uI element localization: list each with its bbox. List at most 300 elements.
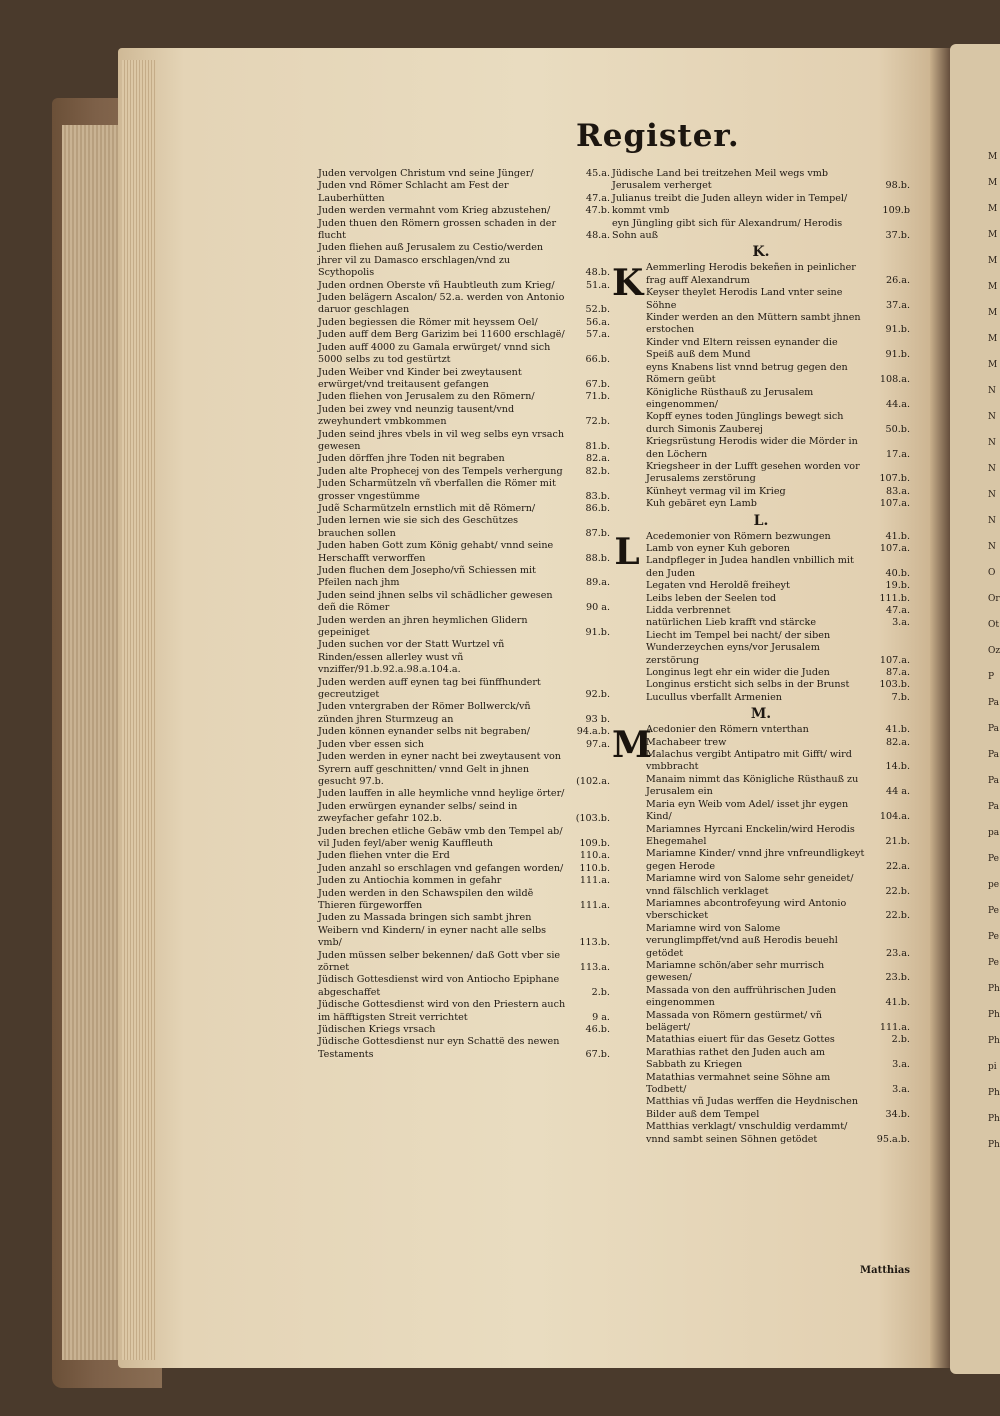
entry-reference: 91.b. xyxy=(885,349,910,361)
entry-reference: 90 a. xyxy=(585,602,610,614)
index-entry xyxy=(318,205,610,217)
index-entry xyxy=(646,1047,910,1072)
entry-text: Massada von Römern gestürmet/ vñ belägert/ xyxy=(646,1009,822,1033)
index-entry xyxy=(318,888,610,913)
entry-text: eyn Jüngling gibt sich für Alexandrum/ Herodis Sohn auß xyxy=(612,217,843,242)
section-heading-l: L. xyxy=(753,512,769,529)
entry-reference: 97.a. xyxy=(585,738,610,750)
index-entry xyxy=(646,498,910,510)
facing-letter: M xyxy=(988,256,998,266)
facing-letter: M xyxy=(988,360,998,370)
index-entry xyxy=(646,848,910,873)
entry-text: Jüdische Gottesdienst nur eyn Schattë des newen Testaments xyxy=(318,1036,560,1060)
index-entry xyxy=(318,701,610,726)
entry-text: Juden fliehen vnter die Erd xyxy=(318,850,450,862)
entry-reference: 56.a. xyxy=(585,316,610,328)
index-entry xyxy=(318,292,610,317)
facing-letter: M xyxy=(988,230,998,240)
entry-reference: 107.b. xyxy=(879,473,910,485)
entry-reference: 109.b. xyxy=(579,837,610,849)
index-entry xyxy=(646,362,910,387)
index-entry xyxy=(646,667,910,679)
entry-reference: 37.a. xyxy=(885,299,910,311)
entry-text: Landpfleger in Judea handlen vnbillich mit den Juden xyxy=(646,555,854,579)
facing-letter: N xyxy=(988,542,996,552)
entry-text: Juden Scharmützeln vñ vberfallen die Römer mit grosser vngestümme xyxy=(318,478,556,502)
catchword: Matthias xyxy=(860,1265,910,1276)
entry-reference: 48.b. xyxy=(585,267,610,279)
entry-reference: 21.b. xyxy=(885,835,910,847)
drop-cap-k: K xyxy=(612,262,644,305)
left-column xyxy=(318,168,610,1061)
entry-text: Juden vnd Römer Schlacht am Fest der Lauberhütten xyxy=(318,180,509,204)
entry-reference: 86.b. xyxy=(585,502,610,514)
index-entry xyxy=(318,429,610,454)
index-entry xyxy=(318,739,610,751)
entry-reference: 83.a. xyxy=(885,485,910,497)
entry-reference: 41.b. xyxy=(885,724,910,736)
facing-letter: P xyxy=(988,672,995,682)
index-entry xyxy=(646,898,910,923)
facing-letter: pa xyxy=(988,828,1000,838)
index-entry xyxy=(646,923,910,960)
entry-reference: 46.b. xyxy=(585,1024,610,1036)
entry-reference: 94.a.b. xyxy=(576,726,610,738)
entry-text: Juden werden in eyner nacht bei zweytausent von Syrern auff geschnitten/ vnnd Gelt in jhnen gesucht 97.b. xyxy=(318,751,561,787)
entry-reference: 107.a. xyxy=(879,654,910,666)
index-entry xyxy=(318,863,610,875)
entry-reference: 22.a. xyxy=(885,860,910,872)
entry-text: Mariamne schön/aber sehr murrisch gewesen/ xyxy=(646,959,825,984)
index-entry xyxy=(318,466,610,478)
entry-text: Juden thuen den Römern grossen schaden in der flucht xyxy=(318,217,557,242)
index-entry xyxy=(646,1072,910,1097)
entry-text: Juden suchen vor der Statt Wurtzel vñ Rinden/essen allerley wust vñ vnziffer/91.b.92.a.98.a.104.a. xyxy=(318,639,505,676)
facing-letter: Pe xyxy=(988,932,999,942)
entry-reference: 2.b. xyxy=(891,1034,910,1046)
entry-reference: 44.a. xyxy=(885,398,910,410)
index-entry xyxy=(646,1121,910,1146)
entry-reference: 89.a. xyxy=(585,577,610,589)
index-entry xyxy=(318,850,610,862)
index-entry xyxy=(318,329,610,341)
index-entry xyxy=(318,317,610,329)
index-entry xyxy=(318,912,610,949)
index-entry xyxy=(318,515,610,540)
drop-cap-l: L xyxy=(614,530,640,573)
entry-reference: 110.a. xyxy=(579,850,610,862)
facing-letter: M xyxy=(988,334,998,344)
entry-text: Juden werden in den Schawspilen den wildẽ Thieren fürgeworffen xyxy=(318,887,534,911)
entry-reference: 52.b. xyxy=(585,304,610,316)
facing-letter: Oz xyxy=(988,646,1000,656)
index-entry xyxy=(646,692,910,704)
entry-text: Machabeer trew xyxy=(646,736,727,748)
index-entry xyxy=(646,436,910,461)
index-entry xyxy=(646,1096,910,1121)
index-entry xyxy=(318,999,610,1024)
entry-text: Juden fliehen von Jerusalem zu den Römern/ xyxy=(318,391,535,403)
facing-letter: M xyxy=(988,308,998,318)
index-entry xyxy=(318,875,610,887)
index-entry xyxy=(646,960,910,985)
entry-text: Mariamne Kinder/ vnnd jhre vnfreundligkeyt gegen Herode xyxy=(646,848,865,872)
entry-reference: 111.a. xyxy=(579,875,610,887)
index-entry xyxy=(646,411,910,436)
entry-text: Juden seind jhnen selbs vil schädlicher gewesen deñ die Römer xyxy=(318,589,553,614)
entry-reference: 48.a. xyxy=(585,230,610,242)
index-entry xyxy=(646,555,910,580)
index-entry xyxy=(646,617,910,629)
entry-reference: 3.a. xyxy=(892,1084,910,1096)
entry-reference: 23.a. xyxy=(885,947,910,959)
facing-letter: Pa xyxy=(988,698,1000,708)
right-column xyxy=(612,168,910,1276)
facing-letter: Ph xyxy=(988,984,1000,994)
entry-reference: (102.a. xyxy=(576,775,610,787)
entry-reference: 57.a. xyxy=(585,329,610,341)
entry-text: Juden können eynander selbs nit begraben/ xyxy=(318,726,530,738)
entry-reference: 67.b. xyxy=(585,1048,610,1060)
entry-reference: 72.b. xyxy=(585,416,610,428)
index-entry xyxy=(318,280,610,292)
entry-text: vil Juden feyl/aber wenig Kauffleuth xyxy=(318,837,493,849)
entry-reference: 14.b. xyxy=(885,761,910,773)
facing-letter: N xyxy=(988,464,996,474)
entry-text: Mariamnes abcontrofeyung wird Antonio vberschicket xyxy=(646,897,847,922)
entry-reference: 47.a. xyxy=(585,192,610,204)
entry-text: Aemmerling Herodis bekeñen in peinlicher frag auff Alexandrum xyxy=(646,262,856,286)
index-entry xyxy=(646,486,910,498)
entry-text: Lucullus vberfallt Armenien xyxy=(646,691,782,703)
entry-text: Juden begiessen die Römer mit heyssem Oel/ xyxy=(318,316,538,328)
facing-letter: Pe xyxy=(988,854,999,864)
entry-text: Juden haben Gott zum König gehabt/ vnnd seine Herschafft verworffen xyxy=(318,540,554,564)
entry-reference: 41.b. xyxy=(885,997,910,1009)
entry-text: Juden ordnen Oberste vñ Haubtleuth zum Krieg/ xyxy=(318,279,555,291)
entry-text: eyns Knabens list vnnd betrug gegen den Römern geübt xyxy=(646,361,848,386)
index-entry xyxy=(318,1036,610,1061)
index-entry xyxy=(646,593,910,605)
entry-text: Juden werden auff eynen tag bei fünffhundert gecreutziget xyxy=(318,676,541,701)
entry-reference: 91.b. xyxy=(885,324,910,336)
entry-reference: 111.b. xyxy=(879,592,910,604)
index-entry xyxy=(318,404,610,429)
index-entry xyxy=(646,737,910,749)
entry-text: Juden belägern Ascalon/ 52.a. werden von Antonio daruor geschlagen xyxy=(318,292,565,316)
entry-text: Mariamne wird von Salome sehr geneidet/ vnnd fälschlich verklaget xyxy=(646,873,854,897)
entry-reference: 37.b. xyxy=(885,230,910,242)
index-entry xyxy=(646,287,910,312)
index-entry xyxy=(646,531,910,543)
entry-text: Matthias verklagt/ vnschuldig verdammt/ vnnd sambt seinen Söhnen getödet xyxy=(646,1121,848,1145)
entry-reference: 19.b. xyxy=(885,580,910,592)
entry-text: Königliche Rüsthauß zu Jerusalem eingenommen/ xyxy=(646,386,814,410)
entry-text: Matathias eiuert für das Gesetz Gottes xyxy=(646,1034,835,1046)
entry-reference: 92.b. xyxy=(585,689,610,701)
entry-text: Leibs leben der Seelen tod xyxy=(646,592,777,604)
index-entry xyxy=(318,478,610,503)
entry-reference: 88.b. xyxy=(585,552,610,564)
entry-reference: 82.b. xyxy=(585,465,610,477)
index-entry xyxy=(612,218,910,243)
entry-text: Malachus vergibt Antipatro mit Gifft/ wird vmbbracht xyxy=(646,749,852,773)
entry-reference: 67.b. xyxy=(585,378,610,390)
facing-letter: pi xyxy=(988,1062,997,1072)
index-entry xyxy=(646,262,910,287)
index-entry xyxy=(646,580,910,592)
facing-letter: M xyxy=(988,152,998,162)
facing-letter: Pa xyxy=(988,776,1000,786)
entry-text: Juden seind jhres vbels in vil weg selbs eyn vrsach gewesen xyxy=(318,428,565,452)
entry-reference: 50.b. xyxy=(885,423,910,435)
entry-text: Jüdischen Kriegs vrsach xyxy=(318,1024,436,1036)
index-entry xyxy=(318,788,610,800)
entry-reference: 40.b. xyxy=(885,567,910,579)
entry-reference: 107.a. xyxy=(879,498,910,510)
entry-text: Matathias vermahnet seine Söhne am Todbett/ xyxy=(646,1071,831,1096)
index-entry xyxy=(318,726,610,738)
entry-text: Juden müssen selber bekennen/ daß Gott vber sie zörnet xyxy=(318,949,561,973)
entry-reference: 108.a. xyxy=(879,374,910,386)
index-entry xyxy=(318,751,610,788)
entry-reference: 23.b. xyxy=(885,972,910,984)
facing-letter: O xyxy=(988,568,996,578)
entry-reference: 104.a. xyxy=(879,811,910,823)
entry-text: Matthias vñ Judas werffen die Heydnischen Bilder auß dem Tempel xyxy=(646,1096,859,1120)
facing-letter: Or xyxy=(988,594,1000,604)
entry-text: Mariamnes Hyrcani Enckelin/wird Herodis Ehegemahel xyxy=(646,823,855,847)
facing-letter: M xyxy=(988,204,998,214)
index-entry xyxy=(612,168,910,193)
facing-letter: N xyxy=(988,516,996,526)
facing-letter: Ot xyxy=(988,620,999,630)
index-entry xyxy=(612,193,910,218)
index-entry xyxy=(318,801,610,826)
entry-reference: 3.a. xyxy=(892,617,910,629)
entry-text: Juden werden vermahnt vom Krieg abzustehen/ xyxy=(318,205,551,217)
entry-text: Maria eyn Weib vom Adel/ isset jhr eygen Kind/ xyxy=(646,798,849,823)
index-entry xyxy=(318,950,610,975)
entry-text: Juden bei zwey vnd neunzig tausent/vnd zweyhundert vmbkommen xyxy=(318,403,515,428)
index-entry xyxy=(318,615,610,640)
index-entry xyxy=(318,503,610,515)
index-entry xyxy=(646,630,910,667)
index-entry xyxy=(646,873,910,898)
entry-text: Longinus ersticht sich selbs in der Brunst xyxy=(646,679,850,691)
entry-reference: 47.a. xyxy=(885,605,910,616)
index-entry xyxy=(318,677,610,702)
page-stack-edge xyxy=(122,60,156,1360)
entry-text: Mariamne wird von Salome verunglimpffet/vnd auß Herodis beuehl getödet xyxy=(646,922,838,959)
index-entry xyxy=(646,543,910,555)
entry-reference: 22.b. xyxy=(885,910,910,922)
index-entry xyxy=(646,679,910,691)
facing-letter: N xyxy=(988,386,996,396)
facing-letter: N xyxy=(988,490,996,500)
index-entry xyxy=(318,826,610,838)
facing-page-letters xyxy=(988,150,1000,1164)
index-entry xyxy=(646,799,910,824)
entry-text: Juden brechen etliche Gebäw vmb den Tempel ab/ xyxy=(318,825,563,837)
entry-text: Juden zu Antiochia kommen in gefahr xyxy=(318,875,502,887)
index-entry xyxy=(318,367,610,392)
facing-letter: M xyxy=(988,282,998,292)
index-entry xyxy=(318,242,610,279)
facing-letter: Pa xyxy=(988,724,1000,734)
index-entry xyxy=(646,985,910,1010)
entry-text: Lidda verbrennet xyxy=(646,605,731,616)
entry-text: Juden vber essen sich xyxy=(318,738,424,750)
index-entry xyxy=(646,605,910,617)
entry-reference: 91.b. xyxy=(585,627,610,639)
entry-text: Manaim nimmt das Königliche Rüsthauß zu Jerusalem ein xyxy=(646,773,859,798)
entry-text: Liecht im Tempel bei nacht/ der siben Wunderzeychen eyns/vor Jerusalem zerstörung xyxy=(646,629,831,666)
entry-reference: 110.b. xyxy=(579,862,610,874)
entry-reference: 9 a. xyxy=(592,1011,610,1023)
index-entry xyxy=(318,565,610,590)
entry-text: Acedemonier von Römern bezwungen xyxy=(646,530,831,542)
index-entry xyxy=(318,639,610,676)
entry-reference: 7.b. xyxy=(891,691,910,703)
index-entry xyxy=(646,824,910,849)
entry-reference: 113.b. xyxy=(579,937,610,949)
entry-text: Juden alte Prophecej von des Tempels verhergung xyxy=(318,465,563,477)
entry-text: Juden erwürgen eynander selbs/ seind in zweyfacher gefahr 102.b. xyxy=(318,800,518,825)
facing-letter: Ph xyxy=(988,1088,1000,1098)
index-entry xyxy=(318,218,610,243)
entry-text: Keyser theylet Herodis Land vnter seine Söhne xyxy=(646,287,843,311)
index-entry xyxy=(318,391,610,403)
entry-reference: 3.a. xyxy=(892,1059,910,1071)
entry-reference: 71.b. xyxy=(585,391,610,403)
entry-text: Kuh gebäret eyn Lamb xyxy=(646,498,757,510)
index-entry xyxy=(646,1034,910,1046)
entry-reference: 41.b. xyxy=(885,530,910,542)
facing-letter: pe xyxy=(988,880,1000,890)
entry-text: Juden dörffen jhre Toden nit begraben xyxy=(318,453,505,465)
entry-text: Kinder vnd Eltern reissen eynander die Speiß auß dem Mund xyxy=(646,336,838,361)
entry-text: Juden lernen wie sie sich des Geschützes brauchen sollen xyxy=(318,515,519,539)
index-entry xyxy=(318,168,610,180)
index-entry xyxy=(646,724,910,736)
entry-text: Kinder werden an den Müttern sambt jhnen erstochen xyxy=(646,312,861,336)
index-entry xyxy=(318,342,610,367)
entry-text: Massada von den auffrührischen Juden eingenommen xyxy=(646,984,837,1009)
entry-text: Acedonier den Römern vnterthan xyxy=(646,724,809,736)
entry-text: Jüdisch Gottesdienst wird von Antiocho Epiphane abgeschaffet xyxy=(318,974,560,998)
entry-text: Juden fliehen auß Jerusalem zu Cestio/werden jhrer vil zu Damasco erschlagen/vnd zu Scythopolis xyxy=(318,242,544,279)
entry-reference: 103.b. xyxy=(879,679,910,691)
entry-text: Kriegsheer in der Lufft gesehen worden vor Jerusalems zerstörung xyxy=(646,460,860,485)
book-gutter xyxy=(930,48,952,1368)
page-title: Register. xyxy=(576,118,740,154)
facing-letter: Pe xyxy=(988,906,999,916)
entry-text: Longinus legt ehr ein wider die Juden xyxy=(646,667,830,679)
entry-text: Kopff eynes toden Jünglings bewegt sich durch Simonis Zauberej xyxy=(646,411,844,435)
entry-text: Juden fluchen dem Josepho/vñ Schiessen mit Pfeilen nach jhm xyxy=(318,565,536,589)
entry-reference: 45.a. xyxy=(585,168,610,179)
entry-reference: 44 a. xyxy=(885,786,910,798)
entry-text: Juden anzahl so erschlagen vnd gefangen worden/ xyxy=(318,862,564,874)
entry-reference: 95.a.b. xyxy=(876,1133,910,1145)
entry-reference: 2.b. xyxy=(591,986,610,998)
entry-reference: 87.b. xyxy=(585,527,610,539)
facing-letter: Ph xyxy=(988,1140,1000,1150)
entry-text: Juden zu Massada bringen sich sambt jhren Weibern vnd Kindern/ in eyner nacht alle selbs vmb/ xyxy=(318,912,547,949)
index-entry xyxy=(318,974,610,999)
index-entry xyxy=(646,461,910,486)
index-entry xyxy=(318,1024,610,1036)
entry-reference: 66.b. xyxy=(585,354,610,366)
facing-letter: Ph xyxy=(988,1036,1000,1046)
entry-reference: 83.b. xyxy=(585,490,610,502)
entry-text: Lamb von eyner Kuh geboren xyxy=(646,542,790,554)
index-entry xyxy=(646,774,910,799)
entry-reference: 109.b xyxy=(882,205,910,217)
entry-text: Legaten vnd Heroldẽ freiheyt xyxy=(646,580,790,592)
entry-text: Julianus treibt die Juden alleyn wider in Tempel/ kommt vmb xyxy=(612,192,848,217)
entry-text: Marathias rathet den Juden auch am Sabbath zu Kriegen xyxy=(646,1046,826,1071)
facing-letter: N xyxy=(988,438,996,448)
index-entry xyxy=(646,749,910,774)
facing-letter: Pa xyxy=(988,802,1000,812)
facing-letter: Pe xyxy=(988,958,999,968)
entry-reference: 51.a. xyxy=(585,279,610,291)
entry-text: Juden auff dem Berg Garizim bei 11600 erschlagë/ xyxy=(318,329,565,341)
facing-letter: Ph xyxy=(988,1010,1000,1020)
index-entry xyxy=(646,387,910,412)
index-entry xyxy=(318,838,610,850)
entry-reference: 87.a. xyxy=(885,667,910,679)
entry-reference: 98.b. xyxy=(885,180,910,192)
entry-reference: 47.b. xyxy=(585,205,610,217)
entry-text: Jüdische Land bei treitzehen Meil wegs vmb Jerusalem verherget xyxy=(612,168,829,192)
entry-reference: 34.b. xyxy=(885,1108,910,1120)
entry-reference: 81.b. xyxy=(585,440,610,452)
entry-text: Kriegsrüstung Herodis wider die Mörder in den Löchern xyxy=(646,436,858,460)
index-entry xyxy=(646,312,910,337)
entry-text: Juden Weiber vnd Kinder bei zweytausent erwürget/vnd treitausent gefangen xyxy=(318,366,522,390)
entry-text: natürlichen Lieb krafft vnd stärcke xyxy=(646,617,816,629)
index-entry xyxy=(318,590,610,615)
entry-reference: 93 b. xyxy=(585,713,610,725)
entry-text: Juden werden an jhren heymlichen Glidern gepeiniget xyxy=(318,614,528,639)
entry-reference: 113.a. xyxy=(579,962,610,973)
entry-reference: 107.a. xyxy=(879,542,910,554)
entry-text: Juden vervolgen Christum vnd seine Jünger/ xyxy=(318,168,534,179)
entry-text: Judẽ Scharmützeln ernstlich mit dẽ Römern/ xyxy=(318,502,536,514)
entry-text: Künheyt vermag vil im Krieg xyxy=(646,485,786,497)
index-entry xyxy=(318,540,610,565)
index-entry xyxy=(646,1010,910,1035)
drop-cap-m: M xyxy=(612,724,652,767)
entry-reference: (103.b. xyxy=(575,813,610,825)
entry-text: Jüdische Gottesdienst wird von den Priestern auch im häfftigsten Streit verrichtet xyxy=(318,999,566,1023)
index-entry xyxy=(318,180,610,205)
entry-reference: 22.b. xyxy=(885,885,910,897)
section-heading-m: M. xyxy=(750,706,772,723)
entry-reference: 17.a. xyxy=(885,448,910,460)
facing-letter: Ph xyxy=(988,1114,1000,1124)
facing-letter: Pa xyxy=(988,750,1000,760)
entry-reference: 111.a. xyxy=(579,899,610,911)
entry-text: Juden auff 4000 zu Gamala erwürget/ vnnd sich 5000 selbs zu tod gestürtzt xyxy=(318,341,551,366)
facing-letter: M xyxy=(988,178,998,188)
entry-text: Juden vntergraben der Römer Bollwerck/vñ zünden jhren Sturmzeug an xyxy=(318,701,531,725)
entry-reference: 26.a. xyxy=(885,274,910,286)
facing-letter: N xyxy=(988,412,996,422)
